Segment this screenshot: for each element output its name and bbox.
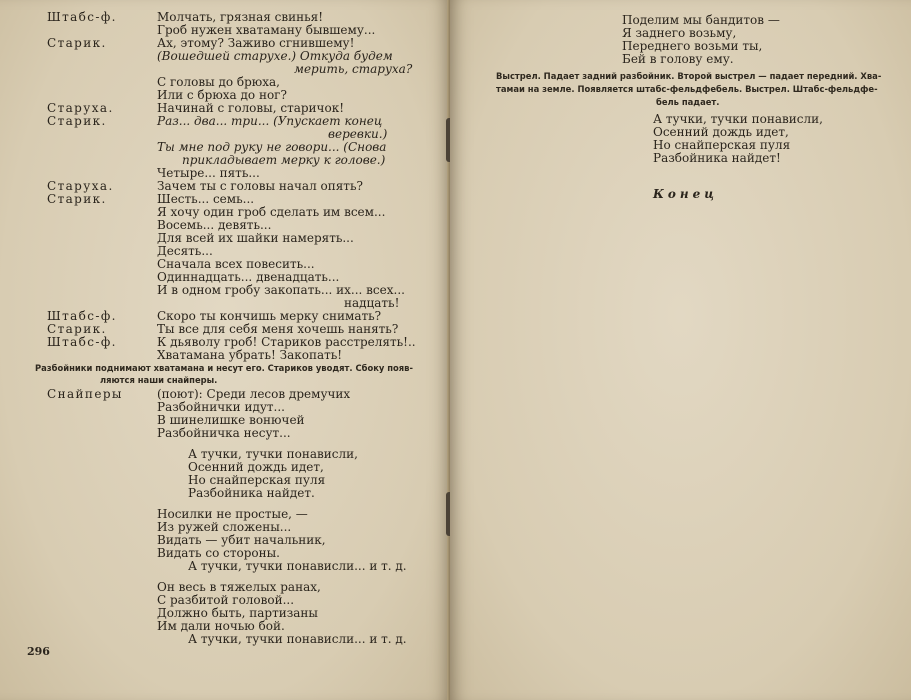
speaker-label: Старик. bbox=[47, 114, 107, 128]
song-line: Должно быть, партизаны bbox=[157, 606, 318, 620]
dialogue-line: Ты мне под руку не говори... (Снова bbox=[157, 140, 387, 154]
speaker-label: Старуха. bbox=[47, 101, 114, 115]
verse-line: Но снайперская пуля bbox=[653, 138, 791, 152]
dialogue-line: Для всей их шайки намерять... bbox=[157, 231, 354, 245]
dialogue-line: Одиннадцать... двенадцать... bbox=[157, 270, 340, 284]
dialogue-line: Гроб нужен хватаману бывшему... bbox=[157, 23, 376, 37]
speaker-label: Снайперы bbox=[47, 387, 123, 401]
verse-line: Я заднего возьму, bbox=[622, 26, 737, 40]
dialogue-line: И в одном гробу закопать... их... всех... bbox=[157, 283, 405, 297]
song-line: Носилки не простые, — bbox=[157, 507, 308, 521]
speaker-label: Старик. bbox=[47, 36, 107, 50]
stage-direction: бель падает. bbox=[656, 97, 720, 107]
song-line: Осенний дождь идет, bbox=[188, 460, 324, 474]
speaker-label: Штабс-ф. bbox=[47, 335, 117, 349]
song-line: (поют): Среди лесов дремучих bbox=[157, 387, 351, 401]
verse-line: Бей в голову ему. bbox=[622, 52, 734, 66]
dialogue-line: Зачем ты с головы начал опять? bbox=[157, 179, 363, 193]
stage-direction: ляются наши снайперы. bbox=[100, 375, 218, 385]
dialogue-line: Четыре... пять... bbox=[157, 166, 260, 180]
dialogue-line: Шесть... семь... bbox=[157, 192, 255, 206]
dialogue-line: Восемь... девять... bbox=[157, 218, 272, 232]
dialogue-line: прикладывает мерку к голове.) bbox=[182, 153, 386, 167]
speaker-label: Старик. bbox=[47, 192, 107, 206]
speaker-label: Штабс-ф. bbox=[47, 309, 117, 323]
song-line: Разбойнички идут... bbox=[157, 400, 285, 414]
song-line: В шинелишке вонючей bbox=[157, 413, 305, 427]
dialogue-line: Я хочу один гроб сделать им всем... bbox=[157, 205, 386, 219]
song-line: Им дали ночью бой. bbox=[157, 619, 285, 633]
verse-line: Переднего возьми ты, bbox=[622, 39, 763, 53]
speaker-label: Старик. bbox=[47, 322, 107, 336]
stage-direction: тамаи на земле. Появляется штабс-фельдфебель. Выстрел. Штабс-фельдфе- bbox=[496, 84, 878, 94]
song-line: Видать — убит начальник, bbox=[157, 533, 326, 547]
song-line: С разбитой головой... bbox=[157, 593, 295, 607]
dialogue-line: Хватамана убрать! Закопать! bbox=[157, 348, 343, 362]
dialogue-line: Молчать, грязная свинья! bbox=[157, 10, 324, 24]
stage-direction: Разбойники поднимают хватамана и несут его. Стариков уводят. Сбоку появ- bbox=[35, 363, 413, 373]
dialogue-line: Ты все для себя меня хочешь нанять? bbox=[157, 322, 399, 336]
end-heading: Конец bbox=[653, 187, 718, 201]
speaker-label: Старуха. bbox=[47, 179, 114, 193]
song-line: Он весь в тяжелых ранах, bbox=[157, 580, 321, 594]
verse-line: Поделим мы бандитов — bbox=[622, 13, 780, 27]
page-number: 296 bbox=[27, 645, 50, 658]
song-line: Но снайперская пуля bbox=[188, 473, 326, 487]
dialogue-line: С головы до брюха, bbox=[157, 75, 280, 89]
verse-line: Осенний дождь идет, bbox=[653, 125, 789, 139]
dialogue-line: надцать! bbox=[344, 296, 400, 310]
song-line: Разбойничка несут... bbox=[157, 426, 291, 440]
dialogue-line: Десять... bbox=[157, 244, 213, 258]
dialogue-line: Ах, этому? Заживо сгнившему! bbox=[157, 36, 355, 50]
dialogue-line: Раз... два... три... (Упускает конец bbox=[157, 114, 383, 128]
speaker-label: Штабс-ф. bbox=[47, 10, 117, 24]
verse-line: Разбойника найдет! bbox=[653, 151, 781, 165]
dialogue-line: Скоро ты кончишь мерку снимать? bbox=[157, 309, 382, 323]
song-line: Разбойника найдет. bbox=[188, 486, 315, 500]
song-line: Видать со стороны. bbox=[157, 546, 280, 560]
dialogue-line: К дьяволу гроб! Стариков расстрелять!.. bbox=[157, 335, 416, 349]
song-line: Из ружей сложены... bbox=[157, 520, 292, 534]
left-page bbox=[0, 0, 450, 700]
dialogue-line: Сначала всех повесить... bbox=[157, 257, 315, 271]
verse-line: А тучки, тучки понависли, bbox=[653, 112, 823, 126]
song-line: А тучки, тучки понависли, bbox=[188, 447, 358, 461]
dialogue-line: Начинай с головы, старичок! bbox=[157, 101, 345, 115]
song-line: А тучки, тучки понависли... и т. д. bbox=[188, 559, 407, 573]
dialogue-line: веревки.) bbox=[328, 127, 388, 141]
dialogue-line: Или с брюха до ног? bbox=[157, 88, 287, 102]
dialogue-line: (Вошедшей старухе.) Откуда будем bbox=[157, 49, 393, 63]
dialogue-line: мерить, старуха? bbox=[294, 62, 413, 76]
stage-direction: Выстрел. Падает задний разбойник. Второй выстрел — падает передний. Хва- bbox=[496, 71, 882, 81]
song-line: А тучки, тучки понависли... и т. д. bbox=[188, 632, 407, 646]
